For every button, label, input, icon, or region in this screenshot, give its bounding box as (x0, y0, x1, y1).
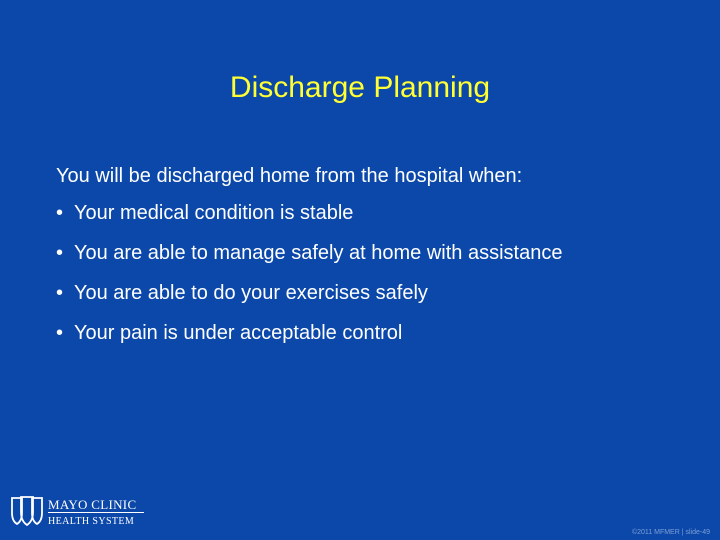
bullet-icon: • (56, 282, 64, 304)
bullet-list (56, 200, 562, 360)
bullet-icon: • (56, 322, 64, 344)
slide-title: Discharge Planning (229, 71, 491, 104)
logo-divider (48, 512, 144, 513)
bullet-text: You are able to do your exercises safely (74, 282, 428, 304)
logo-line-1: MAYO CLINIC (48, 497, 137, 512)
bullet-icon: • (56, 242, 64, 264)
bullet-icon: • (56, 202, 64, 224)
bullet-item (56, 280, 562, 320)
logo-line-2: HEALTH SYSTEM (48, 516, 135, 527)
bullet-item (56, 240, 562, 280)
bullet-text: Your pain is under acceptable control (74, 322, 403, 344)
bullet-item (56, 320, 562, 360)
footer-copyright: ©2011 MFMER | slide-49 (631, 529, 710, 536)
bullet-item (56, 200, 562, 240)
intro-text: You will be discharged home from the hospital when: (56, 165, 523, 187)
logo-text (48, 498, 144, 528)
shield-icon (10, 495, 44, 527)
bullet-text: Your medical condition is stable (74, 202, 354, 224)
mayo-clinic-logo (10, 495, 150, 529)
bullet-text: You are able to manage safely at home with assistance (74, 242, 563, 264)
